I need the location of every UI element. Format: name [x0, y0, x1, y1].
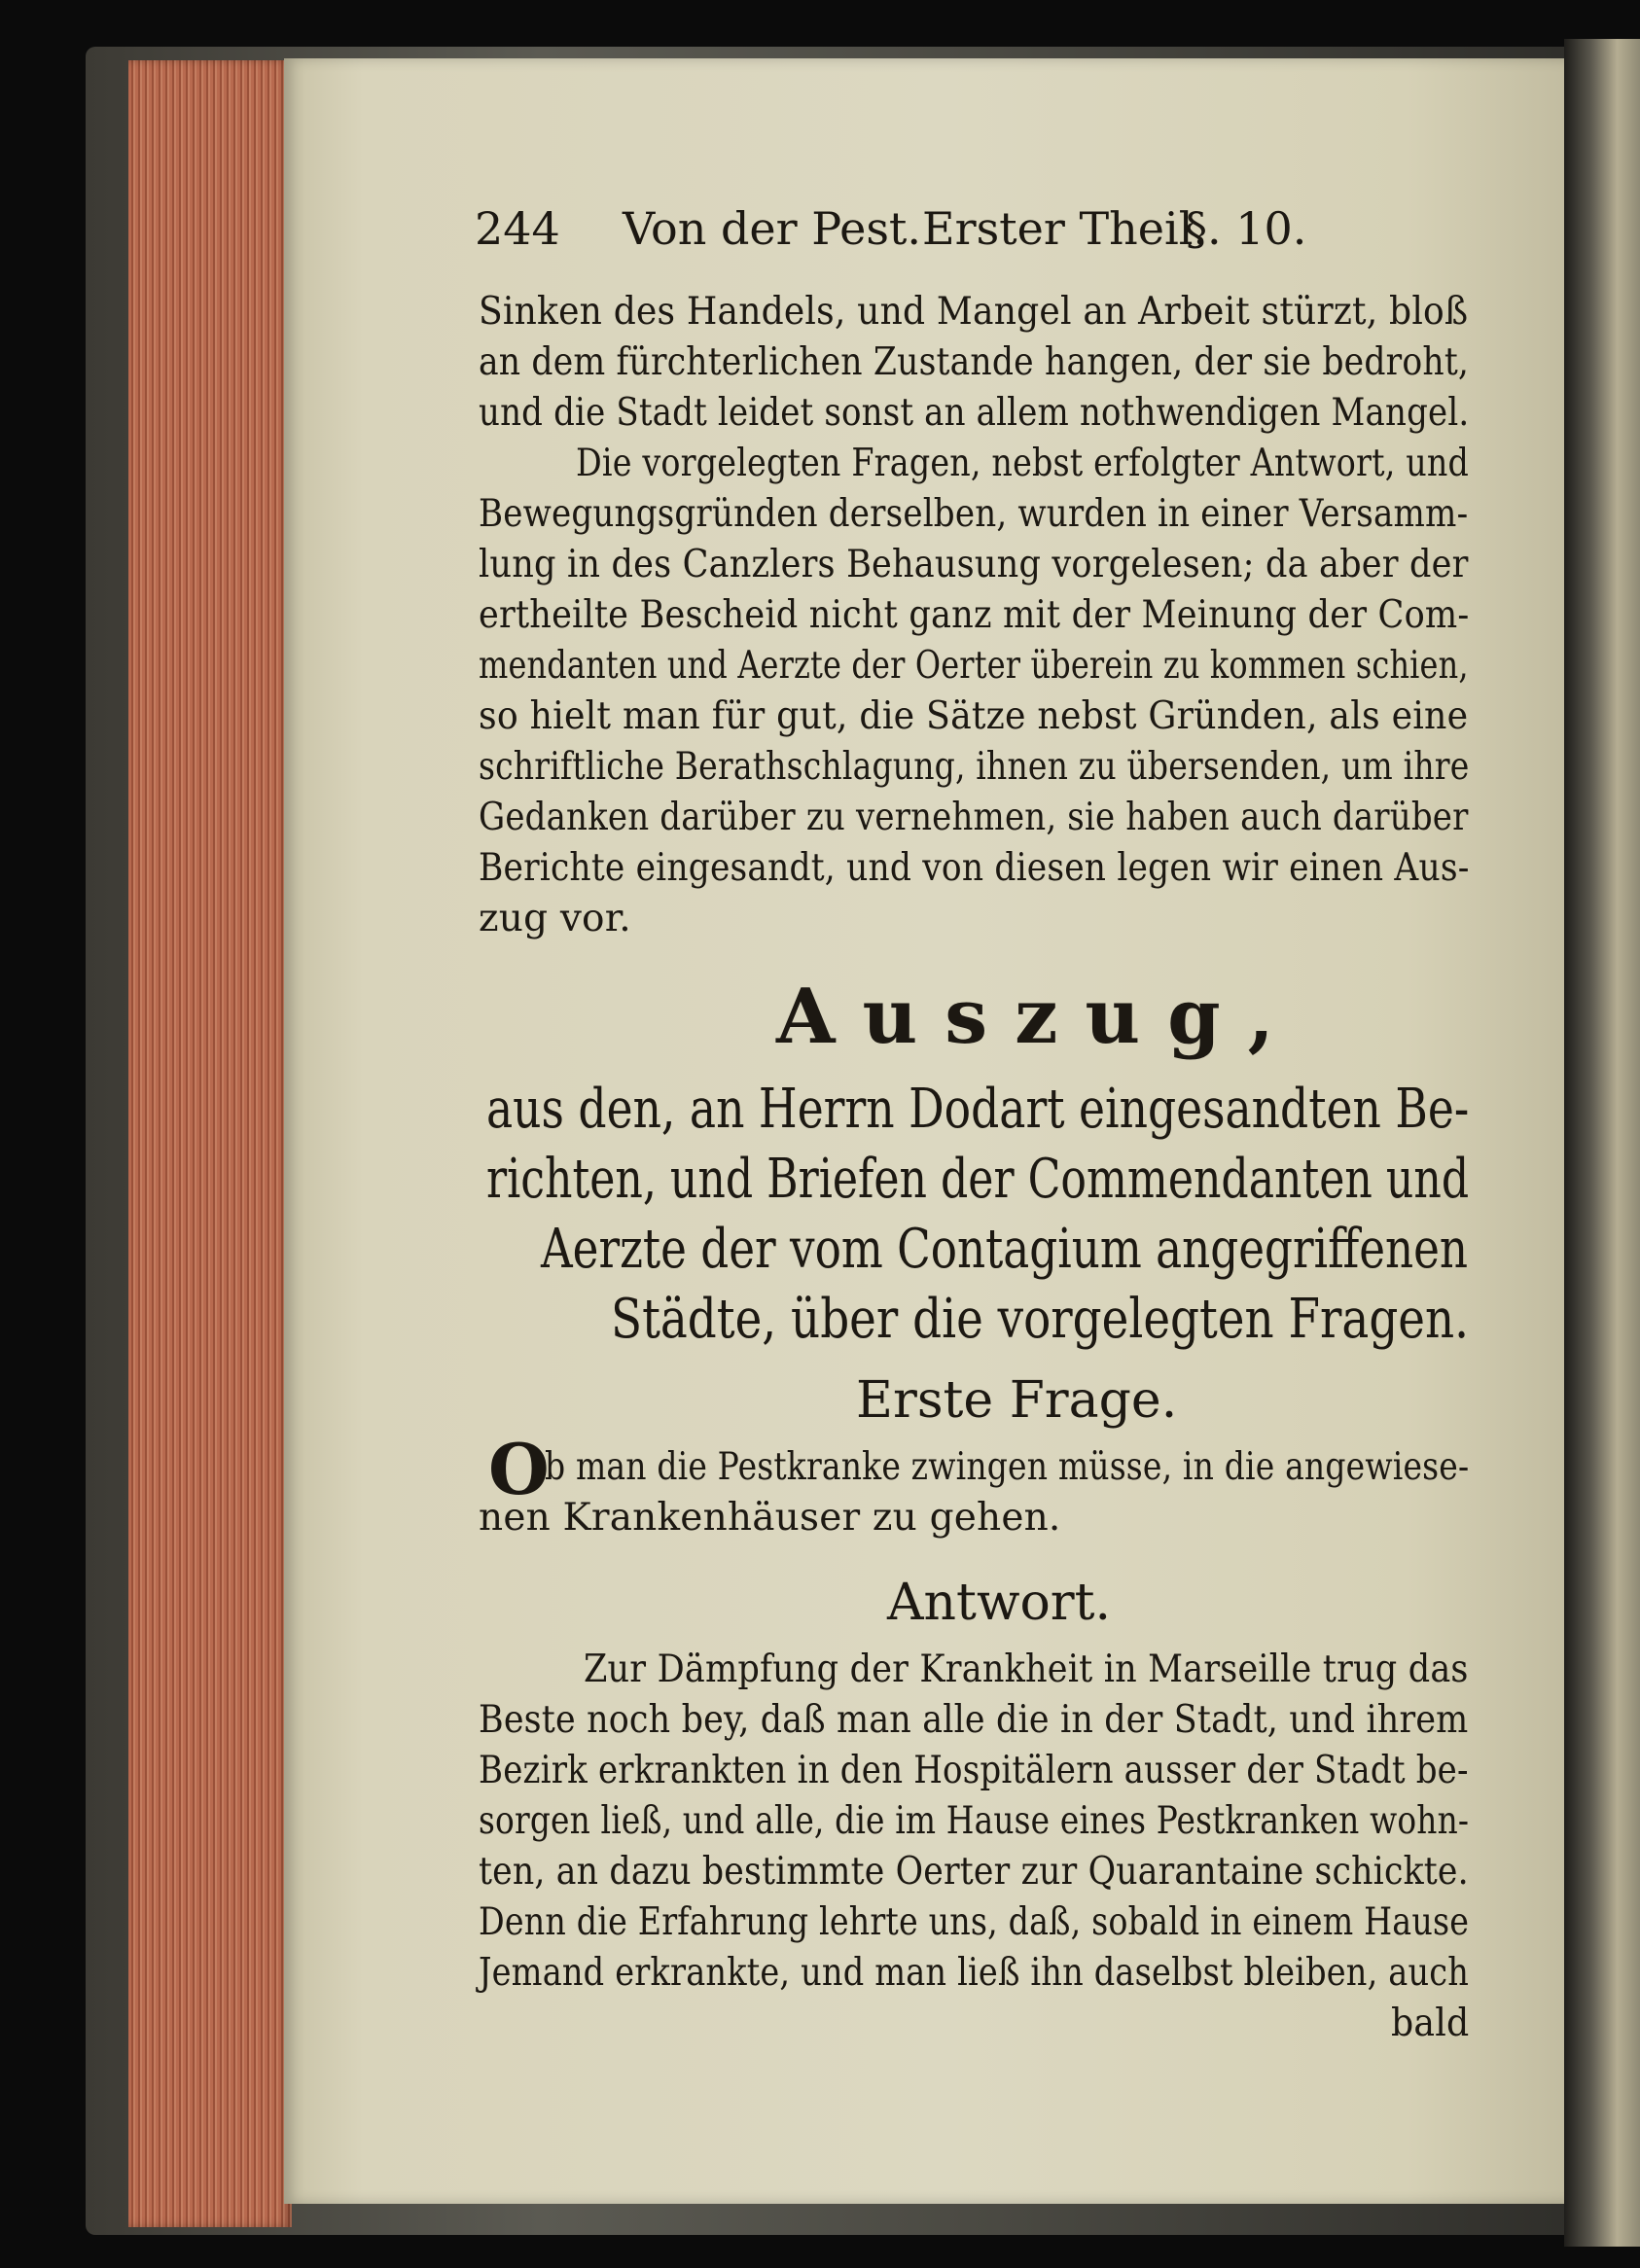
text-line: so hielt man für gut, die Sätze nebst Gründen, als eine: [479, 694, 1469, 738]
text-line: ertheilte Bescheid nicht ganz mit der Meinung der Com-: [479, 593, 1470, 637]
text-line: Gedanken darüber zu vernehmen, sie haben auch darüber: [479, 796, 1469, 839]
text-line: zug vor.: [479, 897, 631, 940]
running-part: Erster Theil.: [922, 202, 1208, 255]
text-line: mendanten und Aerzte der Oerter überein zu kommen schien,: [479, 644, 1469, 688]
text-line: Zur Dämpfung der Krankheit in Marseille trug das: [584, 1648, 1469, 1691]
subtitle-line: Aerzte der vom Contagium angegriffenen: [541, 1218, 1469, 1281]
subtitle-line: richten, und Briefen der Commendanten und: [486, 1148, 1470, 1211]
question-line: nen Krankenhäuser zu gehen.: [479, 1496, 1061, 1540]
text-line: schriftliche Berathschlagung, ihnen zu übersenden, um ihre: [479, 745, 1470, 789]
subtitle-line: Städte, über die vorgelegten Fragen.: [611, 1288, 1470, 1351]
question-line: b man die Pestkranke zwingen müsse, in die angewiese-: [545, 1445, 1470, 1489]
text-line: Beste noch bey, daß man alle die in der Stadt, und ihrem: [479, 1698, 1469, 1742]
text-line: ten, an dazu bestimmte Oerter zur Quarantaine schickte.: [479, 1850, 1469, 1894]
text-line: Denn die Erfahrung lehrte uns, daß, sobald in einem Hause: [479, 1900, 1470, 1944]
drop-cap: O: [488, 1428, 550, 1510]
text-line: lung in des Canzlers Behausung vorgelesen; da aber der: [479, 543, 1469, 586]
page-edges: [128, 60, 292, 2227]
text-line: [479, 290, 1469, 334]
running-title: Von der Pest.: [623, 202, 922, 255]
section-title: Auszug,: [776, 973, 1301, 1061]
page-number: 244: [475, 202, 560, 255]
question-heading: Erste Frage.: [856, 1371, 1178, 1430]
text-line: Die vorgelegten Fragen, nebst erfolgter Antwort, und: [576, 442, 1470, 485]
line-text: Sinken des Handels, und Mangel an Arbeit stürzt, bloß: [479, 290, 1469, 334]
answer-heading: Antwort.: [887, 1574, 1112, 1632]
text-line: Berichte eingesandt, und von diesen legen wir einen Aus-: [479, 846, 1470, 890]
text-line: Jemand erkrankte, und man ließ ihn daselbst bleiben, auch: [479, 1951, 1470, 1995]
catchword: bald: [1391, 2002, 1470, 2045]
text-line: sorgen ließ, und alle, die im Hause eines Pestkranken wohn-: [479, 1799, 1470, 1843]
text-line: Bewegungsgründen derselben, wurden in einer Versamm-: [479, 492, 1469, 536]
text-line: und die Stadt leidet sonst an allem nothwendigen Mangel.: [479, 391, 1470, 435]
running-section: §. 10.: [1185, 202, 1307, 255]
subtitle-line: aus den, an Herrn Dodart eingesandten Be-: [486, 1078, 1470, 1141]
book-gutter: [1564, 39, 1640, 2247]
text-line: Bezirk erkrankten in den Hospitälern ausser der Stadt be-: [479, 1749, 1469, 1792]
text-line: an dem fürchterlichen Zustande hangen, der sie bedroht,: [479, 340, 1470, 384]
